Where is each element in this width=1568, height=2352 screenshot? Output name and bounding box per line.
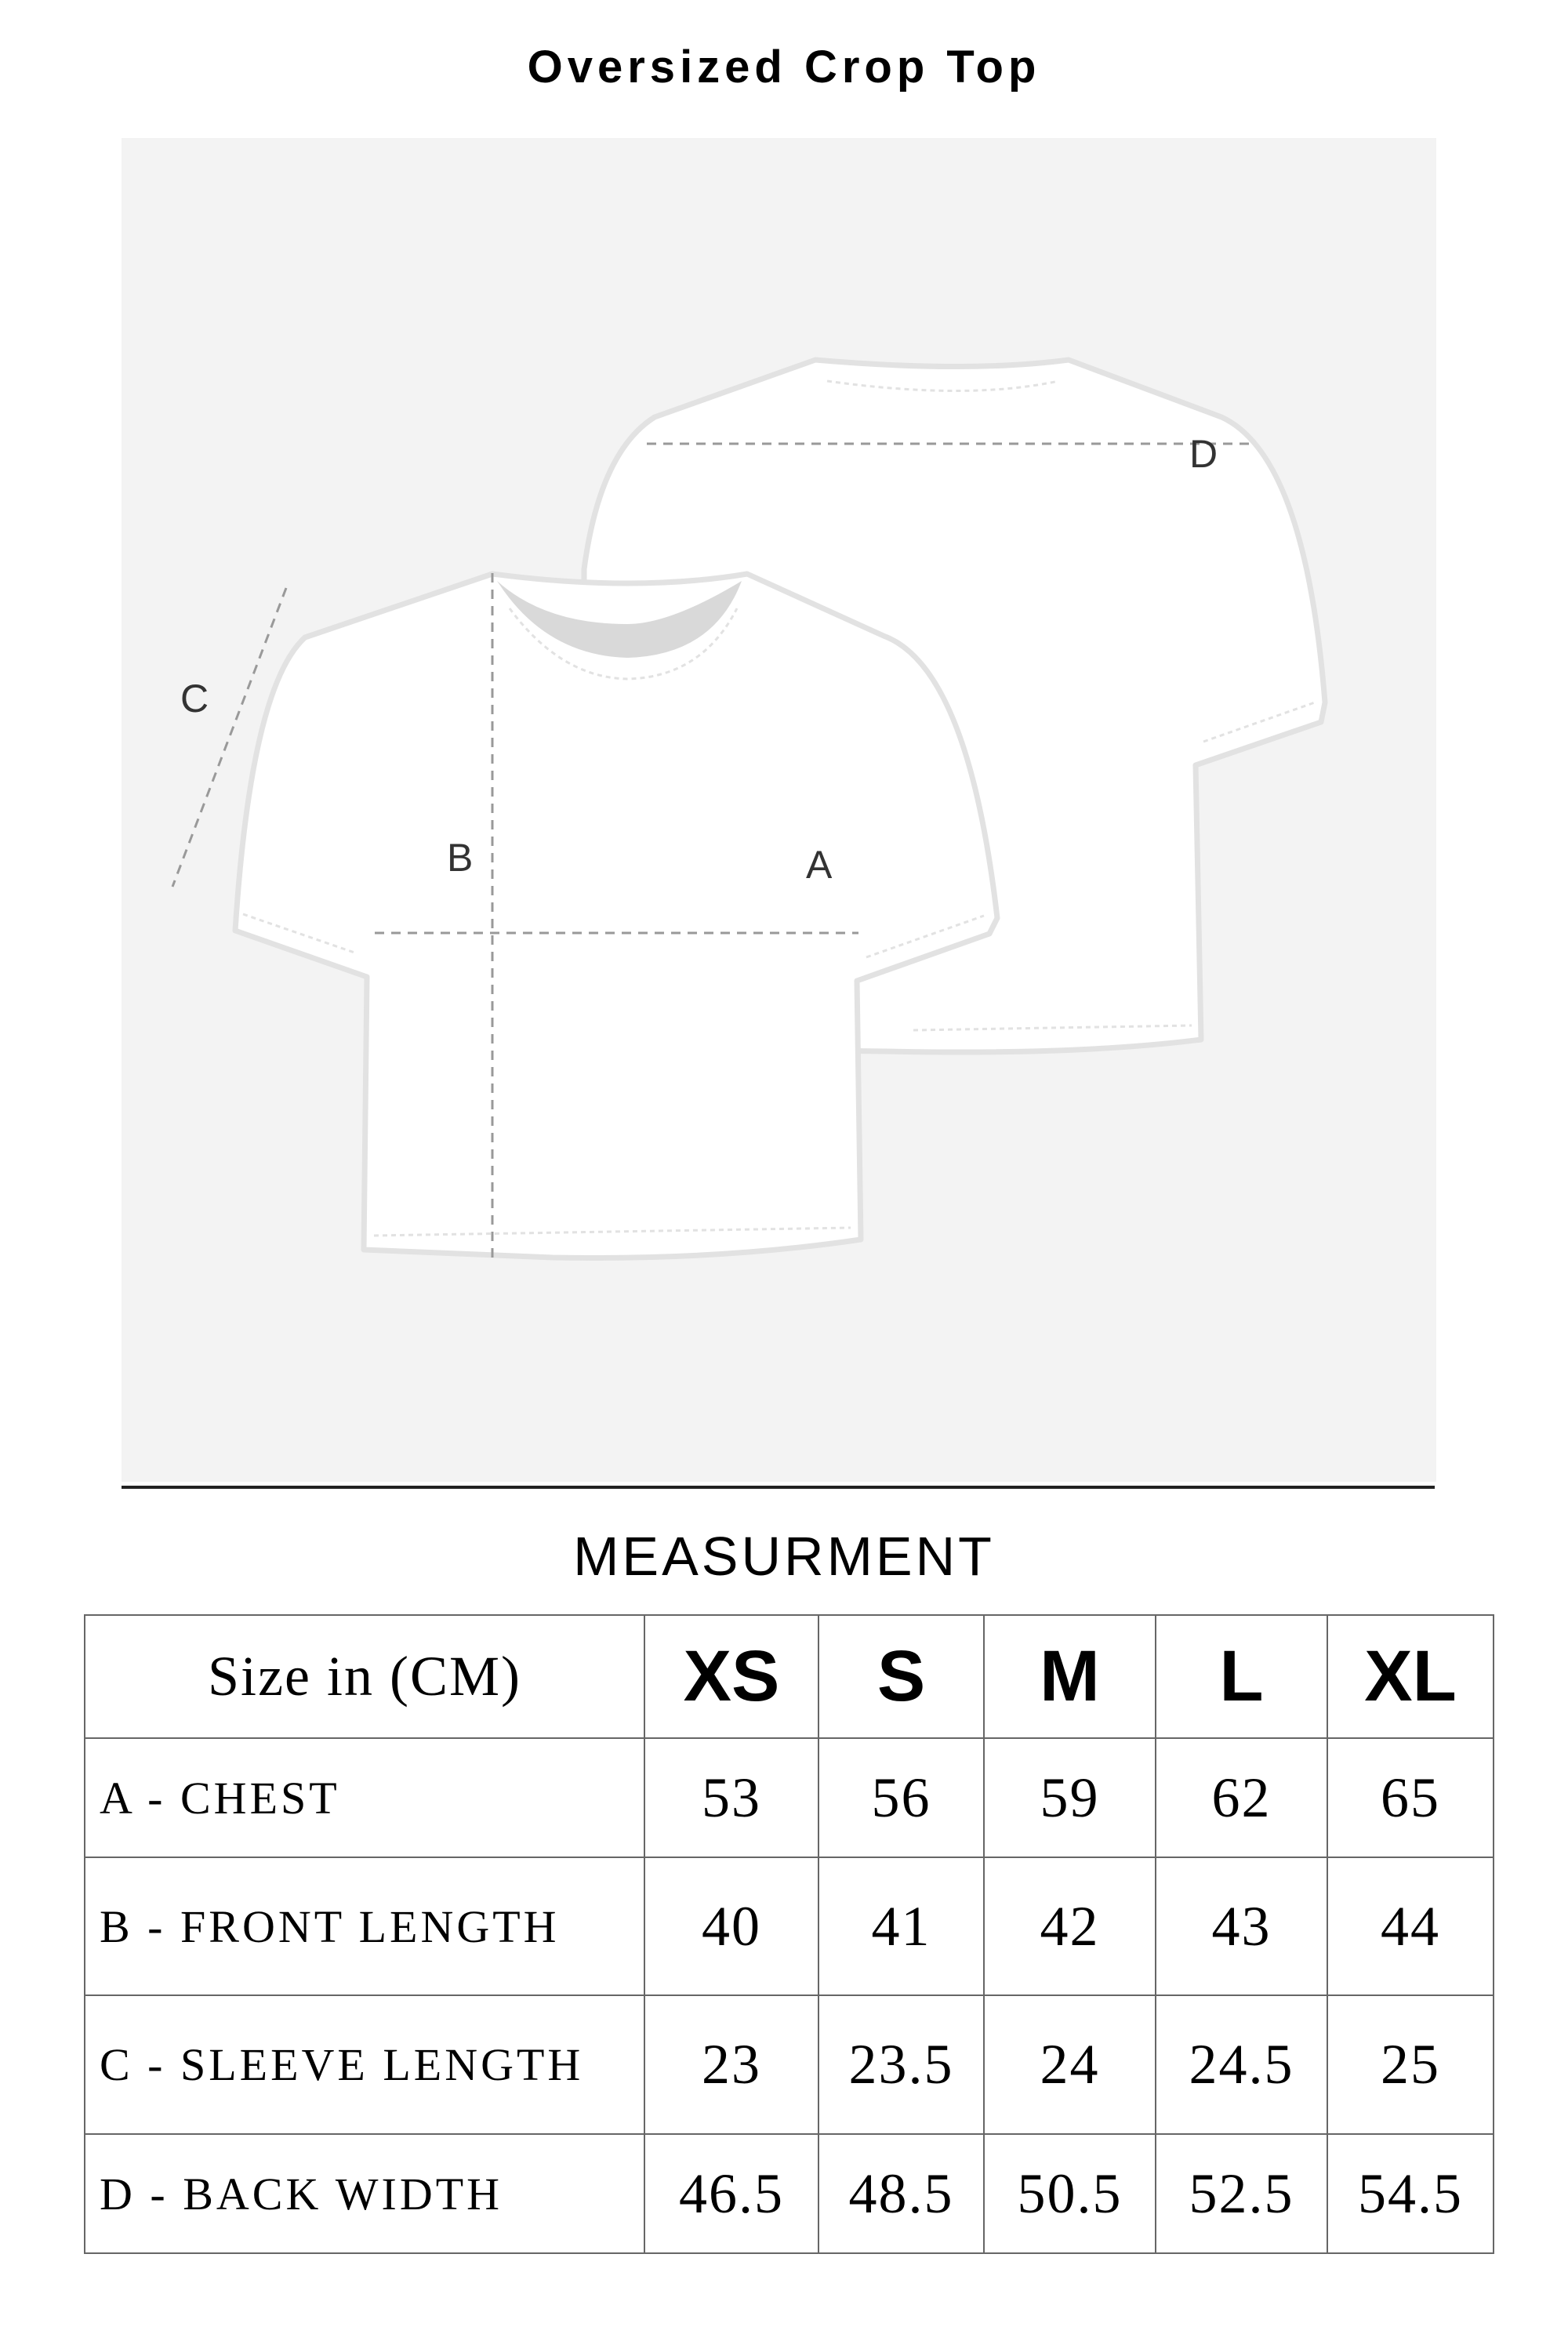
row-label: C - SLEEVE LENGTH xyxy=(85,1995,644,2134)
table-cell: 54.5 xyxy=(1327,2134,1494,2253)
table-cell: 25 xyxy=(1327,1995,1494,2134)
label-b: B xyxy=(447,836,474,880)
label-a: A xyxy=(806,843,833,887)
table-cell: 44 xyxy=(1327,1857,1494,1995)
table-cell: 23.5 xyxy=(818,1995,984,2134)
size-header-xs: XS xyxy=(644,1615,818,1738)
table-cell: 62 xyxy=(1156,1738,1327,1857)
row-label: B - FRONT LENGTH xyxy=(85,1857,644,1995)
size-header-l: L xyxy=(1156,1615,1327,1738)
table-row-sleeve-length xyxy=(85,1995,1494,2134)
table-row-chest xyxy=(85,1738,1494,1857)
table-cell: 41 xyxy=(818,1857,984,1995)
size-unit-label: Size in (CM) xyxy=(85,1615,644,1738)
table-cell: 59 xyxy=(984,1738,1156,1857)
garment-diagram xyxy=(122,138,1436,1482)
table-row-back-width xyxy=(85,2134,1494,2253)
front-view-shirt xyxy=(235,574,997,1258)
table-cell: 23 xyxy=(644,1995,818,2134)
label-c: C xyxy=(180,677,209,720)
row-label: D - BACK WIDTH xyxy=(85,2134,644,2253)
table-cell: 42 xyxy=(984,1857,1156,1995)
table-cell: 52.5 xyxy=(1156,2134,1327,2253)
tshirt-illustration xyxy=(122,138,1436,1482)
table-cell: 48.5 xyxy=(818,2134,984,2253)
section-divider xyxy=(122,1486,1435,1489)
row-label: A - CHEST xyxy=(85,1738,644,1857)
size-header-s: S xyxy=(818,1615,984,1738)
table-cell: 65 xyxy=(1327,1738,1494,1857)
table-cell: 46.5 xyxy=(644,2134,818,2253)
table-cell: 40 xyxy=(644,1857,818,1995)
table-header-row xyxy=(85,1615,1494,1738)
table-cell: 24.5 xyxy=(1156,1995,1327,2134)
table-cell: 56 xyxy=(818,1738,984,1857)
page-title: Oversized Crop Top xyxy=(527,42,1041,93)
table-cell: 50.5 xyxy=(984,2134,1156,2253)
table-cell: 24 xyxy=(984,1995,1156,2134)
label-d: D xyxy=(1189,432,1218,476)
table-cell: 53 xyxy=(644,1738,818,1857)
size-header-xl: XL xyxy=(1327,1615,1494,1738)
table-row-front-length xyxy=(85,1857,1494,1995)
size-chart-table xyxy=(84,1614,1494,2254)
size-header-m: M xyxy=(984,1615,1156,1738)
measurement-heading: MEASURMENT xyxy=(573,1526,995,1587)
table-cell: 43 xyxy=(1156,1857,1327,1995)
